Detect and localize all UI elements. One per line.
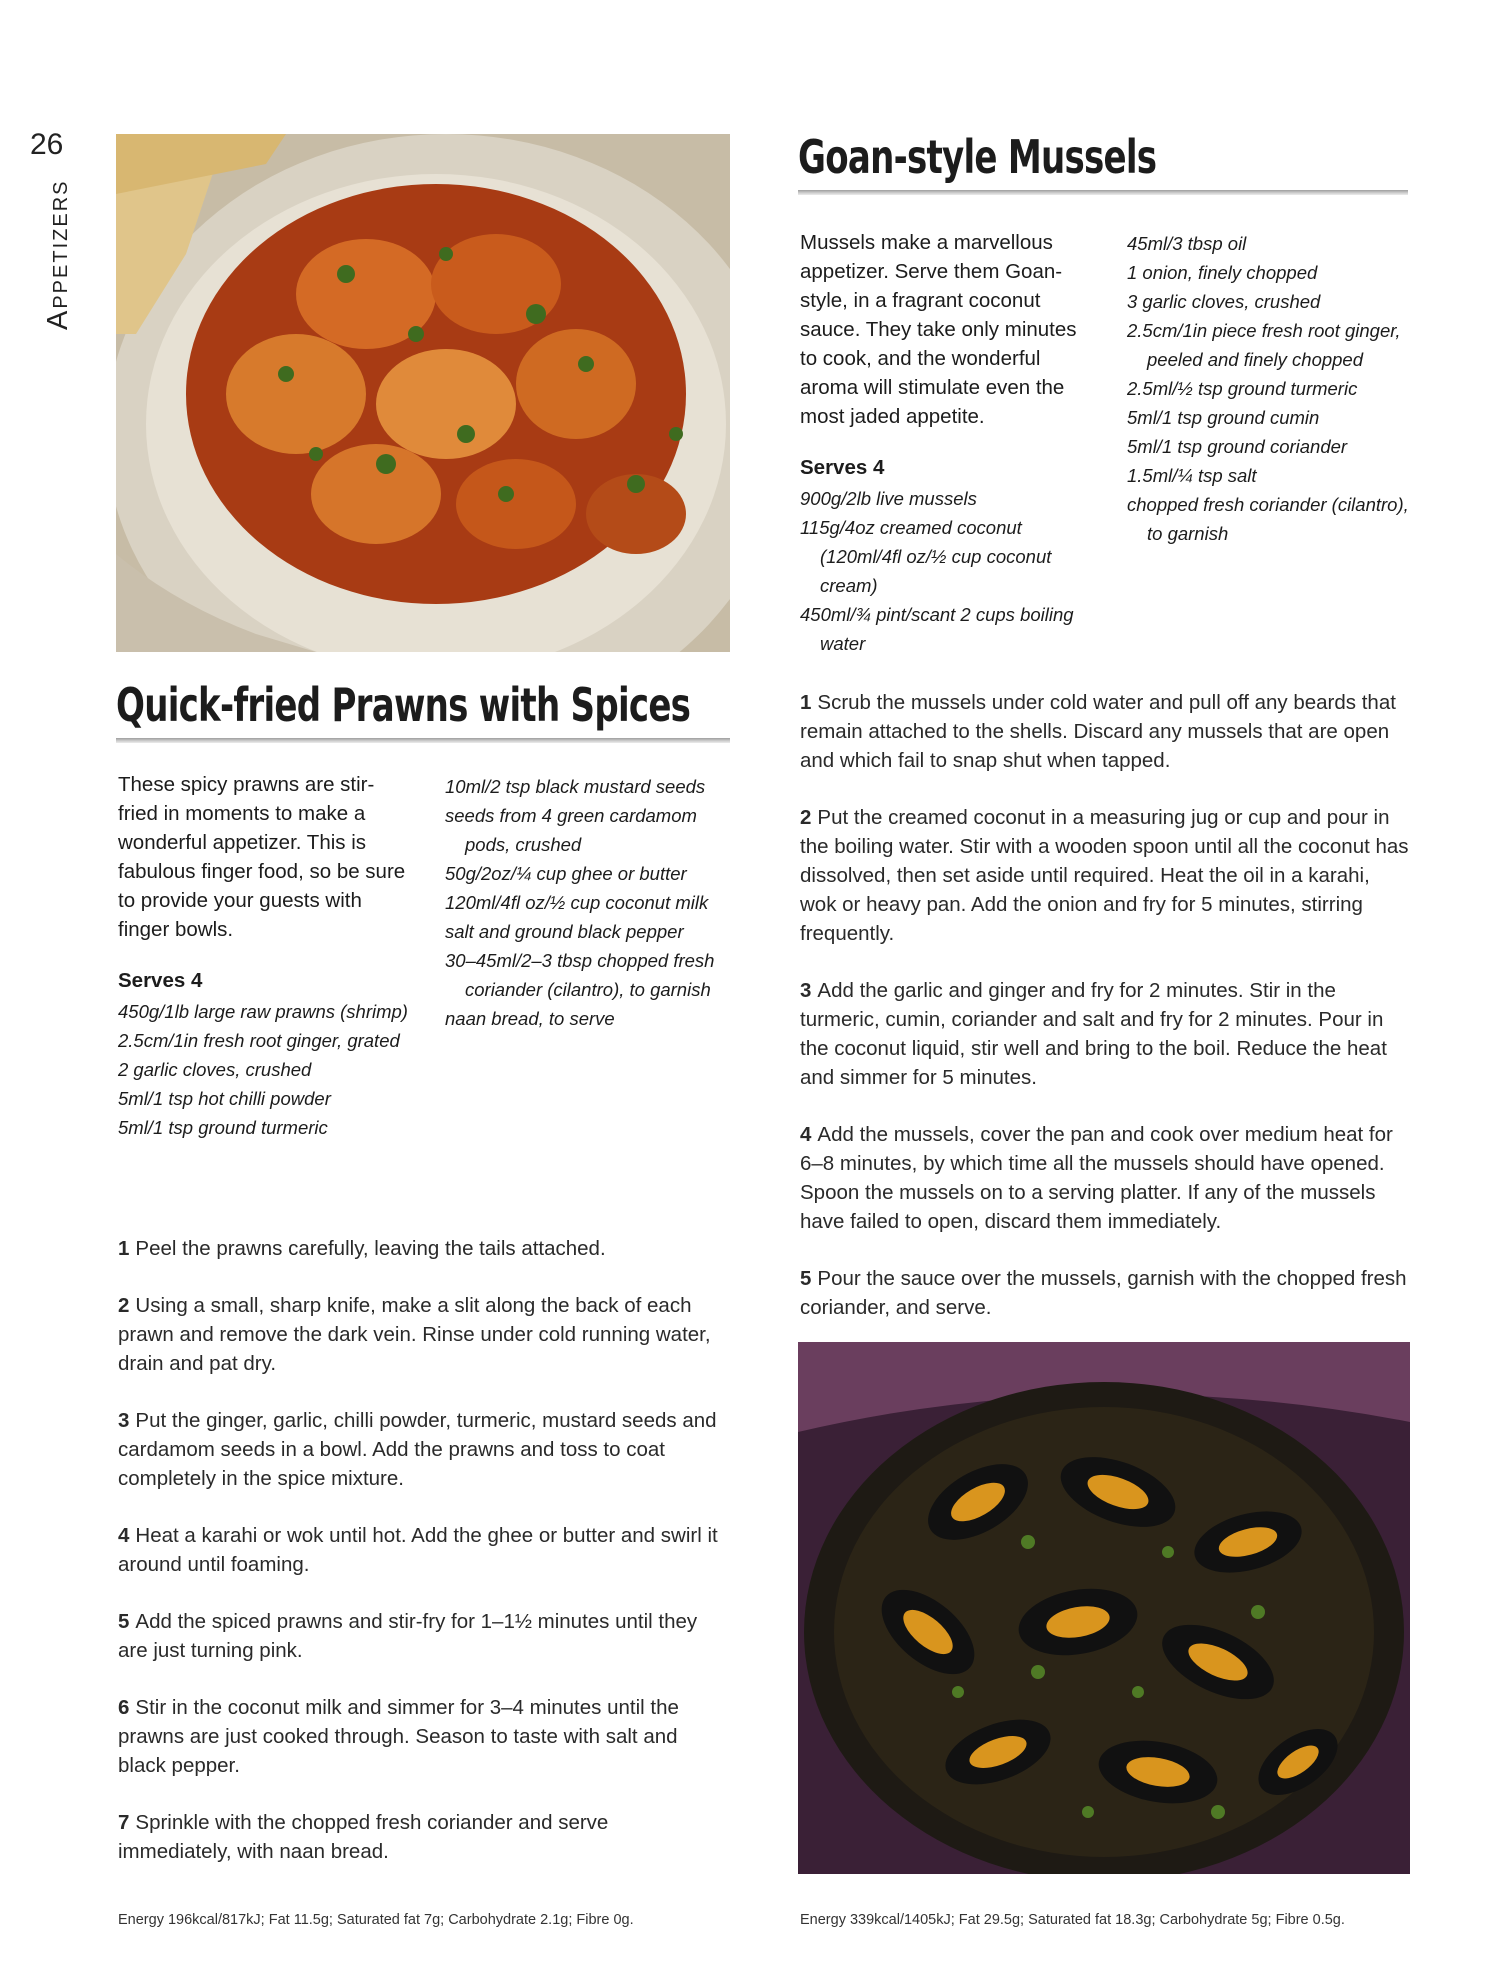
prawns-intro: These spicy prawns are stir-fried in moments to make a wonderful appetizer. This is fabulous finger food, so be sure to provide your guests with finger bowls.	[118, 773, 406, 941]
ingredient-item: 1 onion, finely chopped	[1127, 262, 1318, 283]
mussels-nutrition: Energy 339kcal/1405kJ; Fat 29.5g; Saturated fat 18.3g; Carbohydrate 5g; Fibre 0.5g.	[800, 1912, 1345, 1928]
ingredient-item: 50g/2oz/¼ cup ghee or butter	[445, 863, 687, 884]
method-step	[118, 1291, 718, 1378]
ingredient-item: 2.5cm/1in piece fresh root ginger, peeled and finely chopped	[1127, 320, 1401, 370]
prawns-serves: Serves 4	[118, 969, 203, 992]
ingredient-item: 5ml/1 tsp ground turmeric	[118, 1117, 328, 1138]
mussels-ingredients-col2	[1127, 229, 1417, 548]
step-number: 2	[800, 806, 812, 829]
mussels-serves: Serves 4	[800, 456, 885, 479]
prawns-title: Quick-fried Prawns with Spices	[116, 678, 691, 732]
mussels-intro: Mussels make a marvellous appetizer. Serve them Goan-style, in a fragrant coconut sauce. They take only minutes to cook, and the wonderful aroma will stimulate even the most jaded appetite.	[800, 231, 1077, 428]
method-step	[118, 1521, 718, 1579]
prawns-title-rule	[116, 738, 730, 743]
prawns-method	[118, 1234, 718, 1894]
mussels-title: Goan-style Mussels	[798, 130, 1157, 184]
ingredient-item: 900g/2lb live mussels	[800, 488, 977, 509]
ingredient-item: 450g/1lb large raw prawns (shrimp)	[118, 1001, 408, 1022]
step-text: Put the ginger, garlic, chilli powder, turmeric, mustard seeds and cardamom seeds in a bowl. Add the prawns and toss to coat completely in the spice mixture.	[118, 1409, 717, 1490]
prawns-ingredients-col2	[445, 772, 735, 1033]
method-step	[118, 1234, 718, 1263]
step-number: 3	[118, 1409, 130, 1432]
prawns-nutrition: Energy 196kcal/817kJ; Fat 11.5g; Saturated fat 7g; Carbohydrate 2.1g; Fibre 0g.	[118, 1912, 634, 1928]
prawns-ingredients-col1	[118, 997, 408, 1142]
ingredient-item: seeds from 4 green cardamom pods, crushed	[445, 805, 697, 855]
step-text: Add the garlic and ginger and fry for 2 minutes. Stir in the turmeric, cumin, coriander and salt and fry for 2 minutes. Pour in the coconut liquid, stir well and bring to the boil. Reduce the heat and simmer for 5 minutes.	[800, 979, 1387, 1089]
step-number: 1	[118, 1237, 130, 1260]
method-step	[800, 1264, 1410, 1322]
step-number: 4	[800, 1123, 812, 1146]
step-number: 5	[800, 1267, 812, 1290]
ingredient-item: 5ml/1 tsp hot chilli powder	[118, 1088, 331, 1109]
step-text: Scrub the mussels under cold water and pull off any beards that remain attached to the shells. Discard any mussels that are open and which fail to snap shut when tapped.	[800, 691, 1396, 772]
ingredient-item: 5ml/1 tsp ground cumin	[1127, 407, 1320, 428]
ingredient-item: 2 garlic cloves, crushed	[118, 1059, 312, 1080]
step-text: Put the creamed coconut in a measuring jug or cup and pour in the boiling water. Stir with a wooden spoon until all the coconut has dissolved, then set aside until required. Heat the oil in a karahi, wok or heavy pan. Add the onion and fry for 5 minutes, stirring frequently.	[800, 806, 1409, 945]
page-number: 26	[30, 128, 64, 161]
mussels-intro-block	[800, 228, 1090, 658]
method-step	[800, 1120, 1410, 1236]
step-number: 7	[118, 1811, 130, 1834]
ingredient-item: 45ml/3 tbsp oil	[1127, 233, 1247, 254]
step-text: Heat a karahi or wok until hot. Add the ghee or butter and swirl it around until foaming.	[118, 1524, 718, 1576]
ingredient-item: 115g/4oz creamed coconut (120ml/4fl oz/½ cup coconut cream)	[800, 517, 1052, 596]
step-text: Peel the prawns carefully, leaving the tails attached.	[135, 1237, 606, 1260]
method-step	[118, 1406, 718, 1493]
prawns-intro-block	[118, 770, 408, 1142]
ingredient-item: 2.5ml/½ tsp ground turmeric	[1127, 378, 1358, 399]
step-text: Add the spiced prawns and stir-fry for 1–1½ minutes until they are just turning pink.	[118, 1610, 698, 1662]
ingredient-item: 1.5ml/¼ tsp salt	[1127, 465, 1257, 486]
step-text: Using a small, sharp knife, make a slit along the back of each prawn and remove the dark vein. Rinse under cold running water, drain and pat dry.	[118, 1294, 711, 1375]
method-step	[118, 1808, 718, 1866]
method-step	[800, 803, 1410, 948]
method-step	[800, 688, 1410, 775]
mussels-ingredients-col1	[800, 484, 1090, 658]
method-step	[118, 1607, 718, 1665]
step-number: 2	[118, 1294, 130, 1317]
mussels-title-rule	[798, 190, 1408, 195]
prawns-photo	[116, 134, 730, 652]
step-number: 6	[118, 1696, 130, 1719]
step-number: 5	[118, 1610, 130, 1633]
ingredient-item: 10ml/2 tsp black mustard seeds	[445, 776, 706, 797]
ingredient-item: 2.5cm/1in fresh root ginger, grated	[118, 1030, 400, 1051]
mussels-photo	[798, 1342, 1410, 1874]
ingredient-item: 450ml/¾ pint/scant 2 cups boiling water	[800, 604, 1074, 654]
ingredient-item: 5ml/1 tsp ground coriander	[1127, 436, 1348, 457]
step-text: Add the mussels, cover the pan and cook over medium heat for 6–8 minutes, by which time all the mussels should have opened. Spoon the mussels on to a serving platter. If any of the mussels have failed to open, discard them immediately.	[800, 1123, 1393, 1233]
step-number: 1	[800, 691, 812, 714]
ingredient-item: naan bread, to serve	[445, 1008, 615, 1029]
ingredient-item: 3 garlic cloves, crushed	[1127, 291, 1321, 312]
ingredient-item: 30–45ml/2–3 tbsp chopped fresh coriander (cilantro), to garnish	[445, 950, 715, 1000]
step-number: 4	[118, 1524, 130, 1547]
step-number: 3	[800, 979, 812, 1002]
step-text: Sprinkle with the chopped fresh coriander and serve immediately, with naan bread.	[118, 1811, 609, 1863]
step-text: Stir in the coconut milk and simmer for 3–4 minutes until the prawns are just cooked through. Season to taste with salt and black pepper.	[118, 1696, 679, 1777]
ingredient-item: 120ml/4fl oz/½ cup coconut milk	[445, 892, 709, 913]
section-label: Appetizers	[42, 179, 74, 330]
mussels-method	[800, 688, 1410, 1350]
ingredient-item: chopped fresh coriander (cilantro), to garnish	[1127, 494, 1409, 544]
step-text: Pour the sauce over the mussels, garnish with the chopped fresh coriander, and serve.	[800, 1267, 1407, 1319]
method-step	[800, 976, 1410, 1092]
method-step	[118, 1693, 718, 1780]
ingredient-item: salt and ground black pepper	[445, 921, 684, 942]
